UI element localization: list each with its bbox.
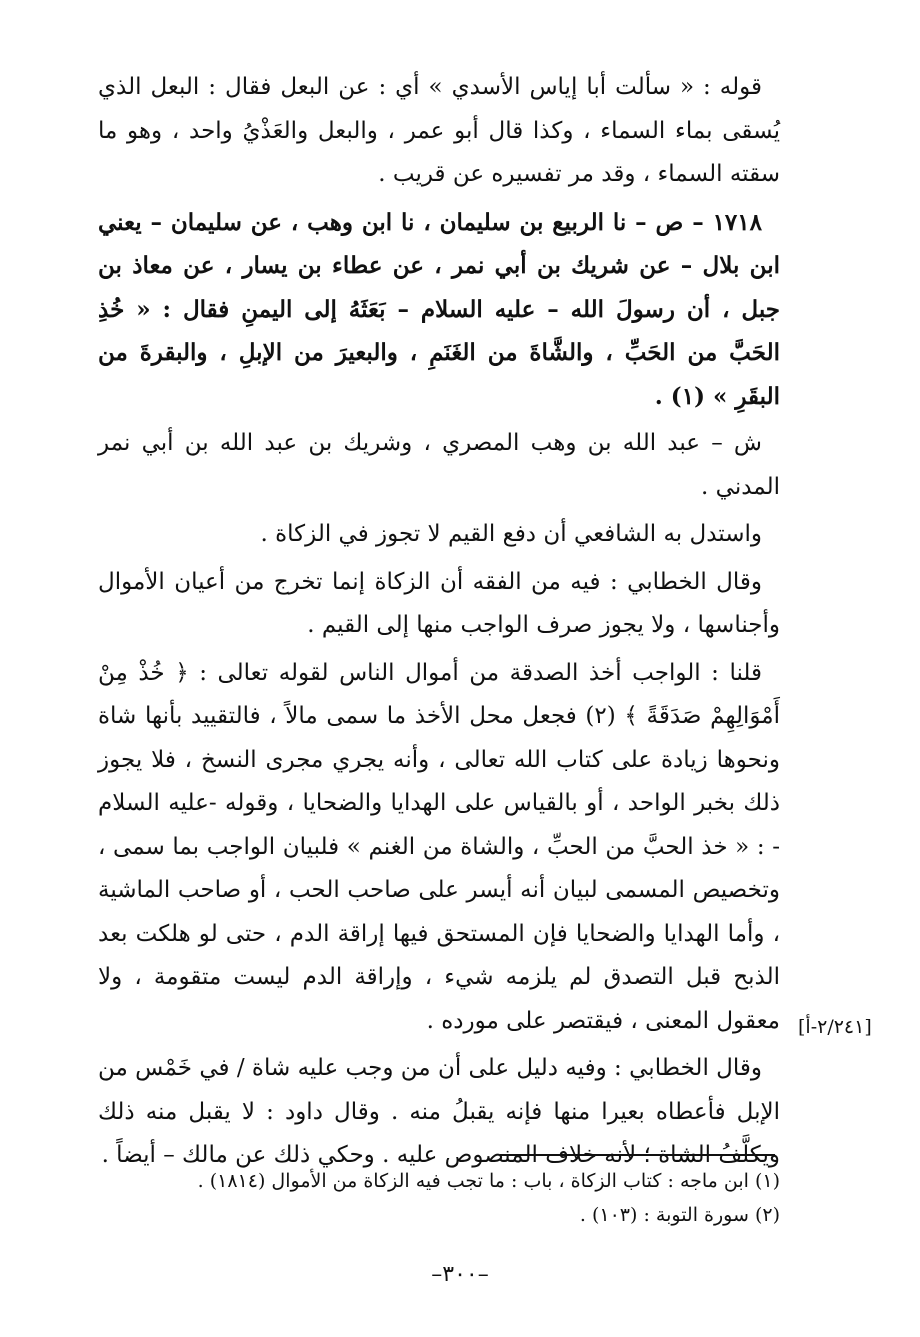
- paragraph-khattabi-2: وقال الخطابي : وفيه دليل على أن من وجب عليه شاة / في خَمْس من الإبل فأعطاه بعيرا منها فإنه يقبلُ منه . وقال داود : لا يقبل منه ذلك ويكلَّفُ الشاة ؛ لأنه خلاف المنصوص عليه . وحكي ذلك عن مالك – أيضاً .: [98, 1055, 780, 1168]
- footnote-2: (٢) سورة التوبة : (١٠٣) .: [579, 1204, 780, 1226]
- main-text: [98, 66, 780, 1182]
- paragraph-shafii: واستدل به الشافعي أن دفع القيم لا تجوز في الزكاة .: [260, 521, 762, 547]
- paragraph-rebuttal: قلنا : الواجب أخذ الصدقة من أموال الناس لقوله تعالى : ﴿ خُذْ مِنْ أَمْوَالِهِمْ صَدَقَةً ﴾ (٢) فجعل محل الأخذ ما سمى مالاً ، فالتقييد بأنها شاة ونحوها زيادة على كتاب الله تعالى ، وأنه يجري مجرى النسخ ، فلا يجوز ذلك بخبر الواحد ، أو بالقياس على الهدايا والضحايا ، وقوله -عليه السلام - : « خذ الحبَّ من الحبِّ ، والشاة من الغنم » فلبيان الواجب بما سمى ، وتخصيص المسمى لبيان أنه أيسر على صاحب الحب ، أو صاحب الماشية ، وأما الهدايا والضحايا فإن المستحق فيها إراقة الدم ، حتى لو هلكت بعد الذبح قبل التصدق لم يلزمه شيء ، وإراقة الدم ليست متقومة ، ولا معقول المعنى ، فيقتصر على مورده .: [98, 659, 781, 1034]
- footnote-separator: [500, 1154, 775, 1156]
- footnote-1: (١) ابن ماجه : كتاب الزكاة ، باب : ما تجب فيه الزكاة من الأموال (١٨١٤) .: [197, 1170, 780, 1192]
- page-number: –٣٠٠–: [431, 1262, 489, 1287]
- margin-manuscript-reference: [٢/٢٤١-أ]: [798, 1016, 872, 1038]
- paragraph-commentary-intro: قوله : « سألت أبا إياس الأسدي » أي : عن البعل فقال : البعل الذي يُسقى بماء السماء ، وكذا قال أبو عمر ، والبعل والعَذْيُ واحد ، وهو ما سقته السماء ، وقد مر تفسيره عن قريب .: [98, 74, 780, 187]
- paragraph-khattabi: وقال الخطابي : فيه من الفقه أن الزكاة إنما تخرج من أعيان الأموال وأجناسها ، ولا يجوز صرف الواجب منها إلى القيم .: [98, 568, 780, 638]
- footnotes: [98, 1164, 780, 1232]
- paragraph-hadith-1718: ١٧١٨ – ص – نا الربيع بن سليمان ، نا ابن وهب ، عن سليمان – يعني ابن بلال – عن شريك بن أبي نمر ، عن عطاء بن يسار ، عن معاذ بن جبل ، أن رسولَ الله – عليه السلام – بَعَثَهُ إلى اليمنِ فقال : « خُذِ الحَبَّ من الحَبِّ ، والشَّاةَ من الغَنَمِ ، والبعيرَ من الإبلِ ، والبقرةَ من البقَرِ » (١) .: [98, 208, 780, 410]
- paragraph-narrators: ش – عبد الله بن وهب المصري ، وشريك بن عبد الله بن أبي نمر المدني .: [98, 430, 780, 500]
